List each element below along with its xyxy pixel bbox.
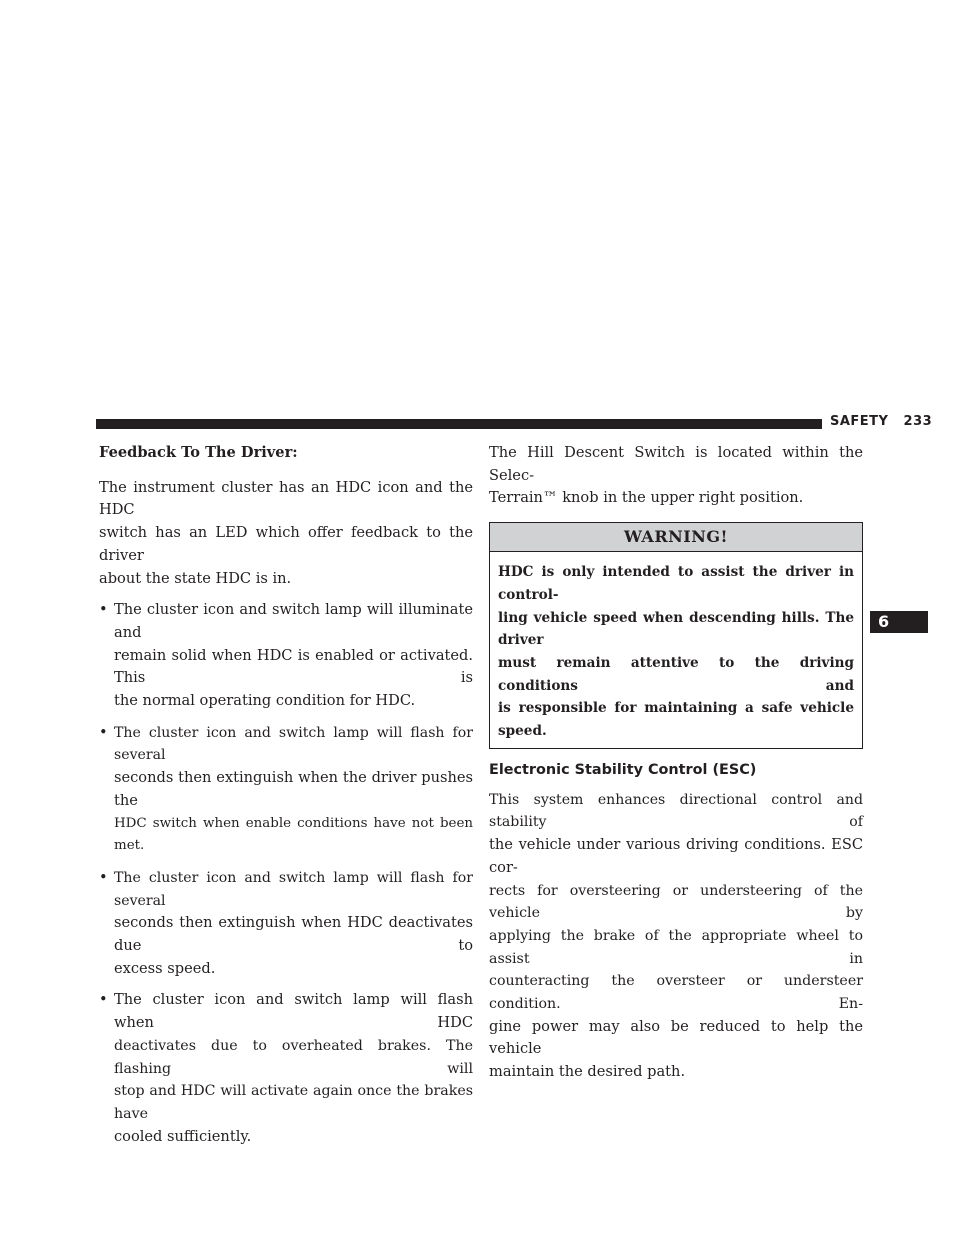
- text-line: ling vehicle speed when descending hills. The driver: [498, 609, 854, 649]
- running-header: [830, 414, 932, 429]
- text-line: The cluster icon and switch lamp will illuminate and: [114, 601, 473, 641]
- warning-box: [489, 522, 863, 749]
- left-column: [99, 442, 473, 1148]
- text-line: stop and HDC will activate again once the brakes have: [114, 1083, 473, 1122]
- text-line: the normal operating condition for HDC.: [114, 692, 416, 710]
- intro-paragraph: [99, 477, 473, 591]
- text-line: The cluster icon and switch lamp will flash for several: [114, 869, 473, 909]
- text-line: HDC switch when enable conditions have not been met.: [114, 815, 473, 854]
- text-line: The cluster icon and switch lamp will flash when HDC: [114, 991, 473, 1032]
- header-section: SAFETY: [830, 414, 889, 429]
- esc-heading: Electronic Stability Control (ESC): [489, 761, 757, 778]
- warning-body: [490, 552, 862, 748]
- warning-title: WARNING!: [490, 523, 862, 552]
- text-line: switch has an LED which offer feedback to the driver: [99, 524, 473, 564]
- chapter-tab: 6: [870, 611, 928, 633]
- text-line: is responsible for maintaining a safe vehicle speed.: [498, 700, 854, 740]
- switch-location-paragraph: [489, 442, 863, 510]
- bullet-item: [99, 599, 473, 713]
- bullet-icon: •: [99, 868, 108, 886]
- right-column: [489, 442, 863, 1084]
- text-line: excess speed.: [114, 959, 216, 977]
- text-line: rects for oversteering or understeering of the vehicle by: [489, 882, 863, 922]
- text-line: about the state HDC is in.: [99, 569, 292, 587]
- text-line: The cluster icon and switch lamp will flash for several: [114, 724, 473, 764]
- text-line: seconds then extinguish when HDC deactivates due to: [114, 914, 473, 955]
- text-line: The Hill Descent Switch is located within the Selec-: [489, 444, 863, 484]
- text-line: The instrument cluster has an HDC icon and the HDC: [99, 478, 473, 519]
- text-line: maintain the desired path.: [489, 1063, 686, 1081]
- text-line: applying the brake of the appropriate wheel to assist in: [489, 927, 863, 967]
- text-line: This system enhances directional control and stability of: [489, 791, 863, 831]
- text-line: seconds then extinguish when the driver pushes the: [114, 769, 473, 809]
- text-line: deactivates due to overheated brakes. The flashing will: [114, 1037, 473, 1077]
- bullet-item: [99, 867, 473, 981]
- bullet-icon: •: [99, 991, 108, 1009]
- text-line: the vehicle under various driving conditions. ESC cor-: [489, 836, 863, 876]
- bullet-icon: •: [99, 723, 108, 741]
- bullet-item: [99, 722, 473, 858]
- text-line: gine power may also be reduced to help the vehicle: [489, 1017, 863, 1058]
- text-line: cooled sufficiently.: [114, 1127, 252, 1145]
- feedback-subheading: Feedback To The Driver:: [99, 444, 298, 461]
- text-line: remain solid when HDC is enabled or activated. This is: [114, 646, 473, 687]
- text-line: counteracting the oversteer or understeer condition. En-: [489, 973, 863, 1013]
- text-line: Terrain™ knob in the upper right position.: [489, 489, 804, 507]
- text-line: must remain attentive to the driving conditions and: [498, 654, 854, 694]
- bullet-icon: •: [99, 601, 108, 619]
- esc-paragraph: [489, 789, 863, 1084]
- page-number: 233: [903, 414, 933, 429]
- text-line: HDC is only intended to assist the driver in control-: [498, 564, 854, 603]
- bullet-item: [99, 989, 473, 1148]
- header-rule: [96, 419, 822, 429]
